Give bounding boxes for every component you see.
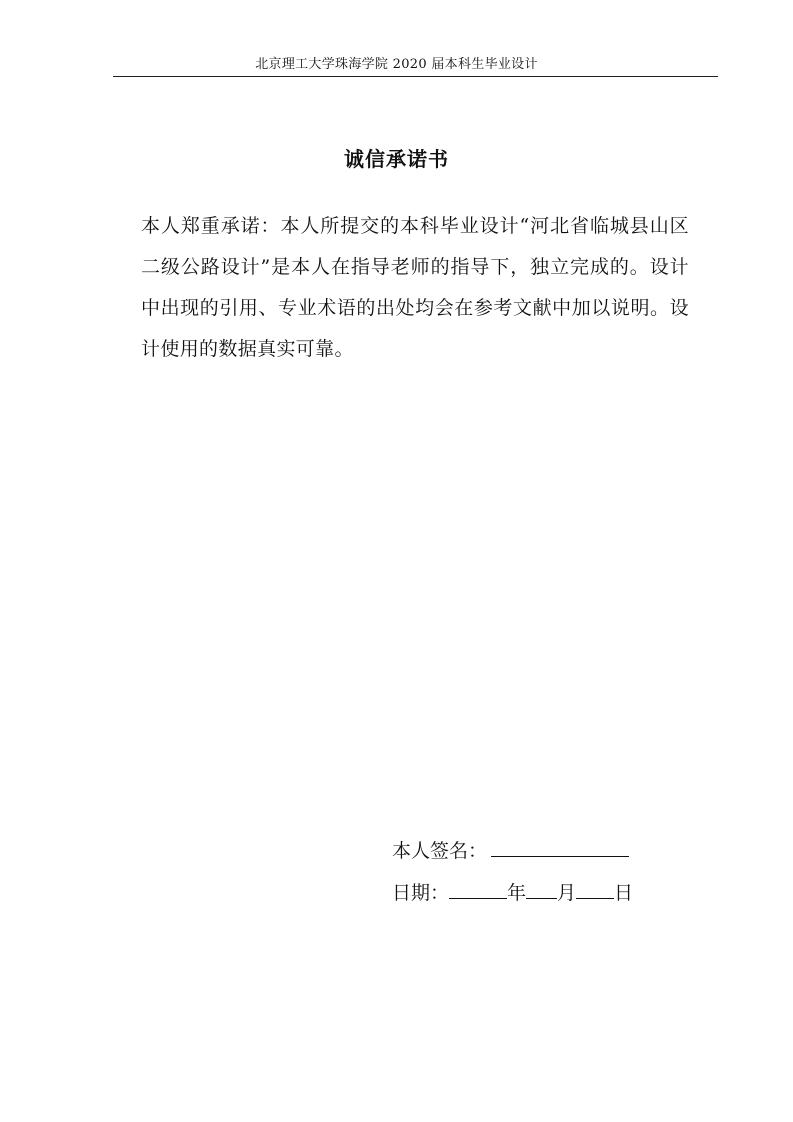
date-year-blank <box>449 878 507 899</box>
date-day-blank <box>576 878 614 899</box>
page-header: 北京理工大学珠海学院 2020 届本科生毕业设计 <box>255 57 538 72</box>
signature-name-row <box>392 836 629 864</box>
date-month-label: 月 <box>557 882 577 904</box>
date-day-label: 日 <box>614 882 634 904</box>
signature-date-row <box>392 878 633 906</box>
signature-name-label: 本人签名： <box>392 840 488 862</box>
signature-date-label: 日期： <box>392 882 450 904</box>
pledge-paragraph: 本人郑重承诺：本人所提交的本科毕业设计“河北省临城县山区二级公路设计”是本人在指导老师的指导下，独立完成的。设计中出现的引用、专业术语的出处均会在参考文献中加以说明。设计使用的数据真实可靠。 <box>141 215 689 360</box>
document-title: 诚信承诺书 <box>344 147 449 171</box>
header-divider <box>113 76 718 77</box>
date-month-blank <box>526 878 557 899</box>
signature-name-blank <box>491 836 629 857</box>
date-year-label: 年 <box>507 882 527 904</box>
